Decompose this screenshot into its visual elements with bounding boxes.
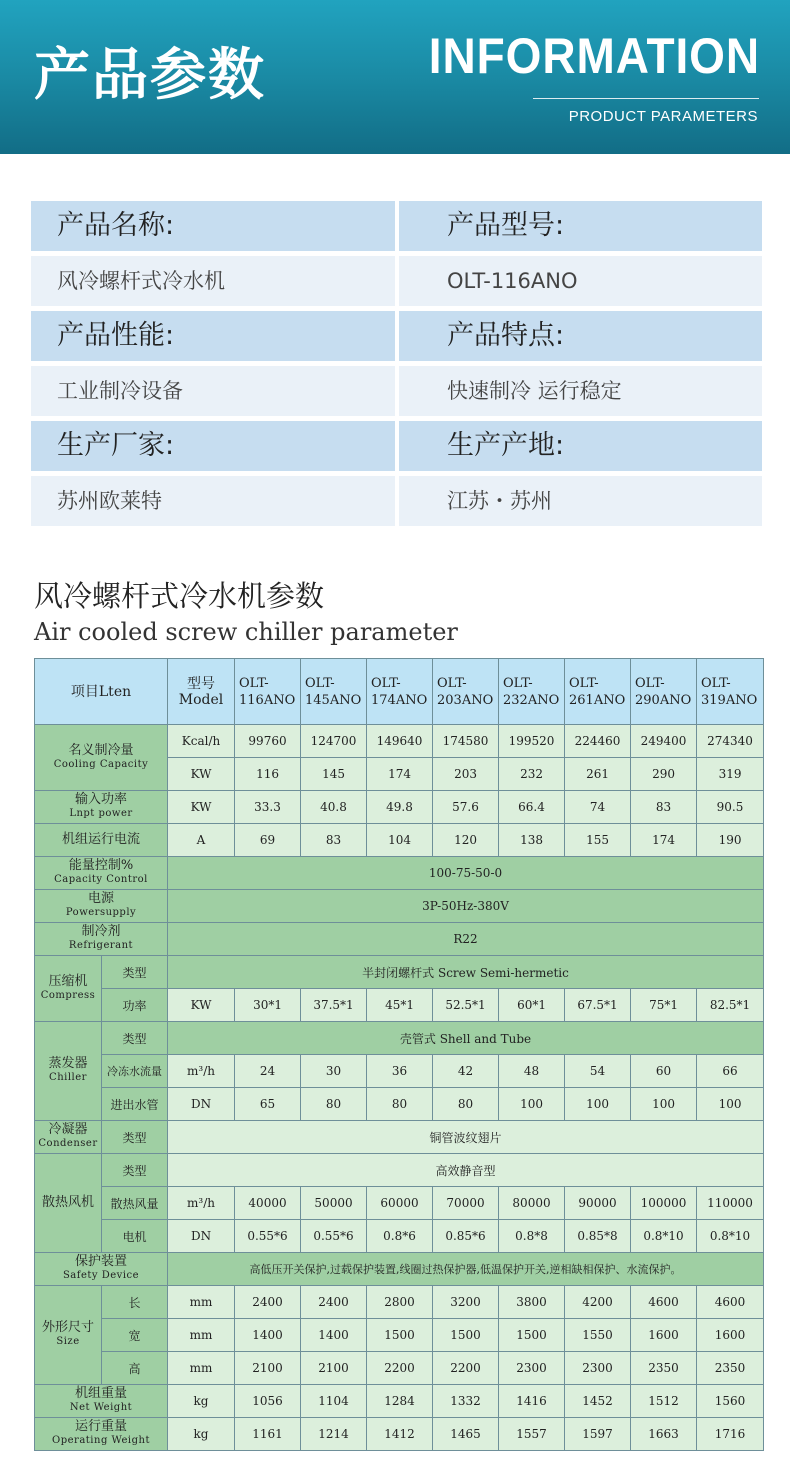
table-row	[35, 1187, 764, 1220]
model-header-en: Model	[178, 691, 224, 708]
value-cell: 2200	[367, 1352, 433, 1385]
value-cell: 100	[499, 1088, 565, 1121]
product-features-label: 产品特点:	[399, 311, 762, 361]
height-label: 高	[102, 1352, 168, 1385]
value-cell: 155	[565, 824, 631, 857]
compressor-type-value: 半封闭螺杆式 Screw Semi-hermetic	[168, 956, 764, 989]
unit-cell: m³/h	[168, 1055, 235, 1088]
capacity-control-value: 100-75-50-0	[168, 857, 764, 890]
product-name-label: 产品名称:	[31, 201, 395, 251]
value-cell: 80	[367, 1088, 433, 1121]
value-cell: 0.55*6	[301, 1220, 367, 1253]
value-cell: 0.8*6	[367, 1220, 433, 1253]
value-cell: 1500	[367, 1319, 433, 1352]
value-cell: 290	[631, 758, 697, 791]
motor-label: 电机	[102, 1220, 168, 1253]
unit-cell: KW	[168, 791, 235, 824]
model-cell: OLT- 174ANO	[367, 659, 433, 725]
value-cell: 124700	[301, 725, 367, 758]
value-cell: 0.85*8	[565, 1220, 631, 1253]
water-pipe-label: 进出水管	[102, 1088, 168, 1121]
fan-label: 散热风机	[35, 1154, 102, 1253]
value-cell: 174	[631, 824, 697, 857]
value-cell: 2200	[433, 1352, 499, 1385]
product-model-label: 产品型号:	[399, 201, 762, 251]
operating-weight-label: 运行重量 Operating Weight	[35, 1418, 168, 1451]
unit-cell: kg	[168, 1385, 235, 1418]
value-cell: 1104	[301, 1385, 367, 1418]
evaporator-type-value: 壳管式 Shell and Tube	[168, 1022, 764, 1055]
value-cell: 70000	[433, 1187, 499, 1220]
condenser-type-label: 类型	[102, 1121, 168, 1154]
table-row	[35, 890, 764, 923]
value-cell: 75*1	[631, 989, 697, 1022]
value-cell: 1214	[301, 1418, 367, 1451]
value-cell: 174	[367, 758, 433, 791]
table-row	[35, 1253, 764, 1286]
value-cell: 1452	[565, 1385, 631, 1418]
value-cell: 3800	[499, 1286, 565, 1319]
condenser-label: 冷凝器 Condenser	[35, 1121, 102, 1154]
value-cell: 45*1	[367, 989, 433, 1022]
value-cell: 2400	[235, 1286, 301, 1319]
table-row	[35, 1220, 764, 1253]
value-cell: 104	[367, 824, 433, 857]
compressor-label: 压缩机 Compress	[35, 956, 102, 1022]
product-features-value: 快速制冷 运行稳定	[399, 366, 762, 416]
value-cell: 60	[631, 1055, 697, 1088]
value-cell: 69	[235, 824, 301, 857]
compressor-type-label: 类型	[102, 956, 168, 989]
value-cell: 80000	[499, 1187, 565, 1220]
table-header-row	[35, 659, 764, 725]
cooling-capacity-label: 名义制冷量 Cooling Capacity	[35, 725, 168, 791]
product-performance-label: 产品性能:	[31, 311, 395, 361]
unit-cell: DN	[168, 1220, 235, 1253]
value-cell: 1400	[301, 1319, 367, 1352]
value-cell: 33.3	[235, 791, 301, 824]
value-cell: 0.55*6	[235, 1220, 301, 1253]
product-name-value: 风冷螺杆式冷水机	[31, 256, 395, 306]
value-cell: 2100	[235, 1352, 301, 1385]
value-cell: 100000	[631, 1187, 697, 1220]
value-cell: 60*1	[499, 989, 565, 1022]
manufacturer-value: 苏州欧莱特	[31, 476, 395, 526]
value-cell: 190	[697, 824, 764, 857]
running-current-label: 机组运行电流	[35, 824, 168, 857]
table-row	[35, 857, 764, 890]
value-cell: 319	[697, 758, 764, 791]
value-cell: 74	[565, 791, 631, 824]
product-performance-value: 工业制冷设备	[31, 366, 395, 416]
value-cell: 2300	[499, 1352, 565, 1385]
parameter-table	[34, 658, 764, 1451]
value-cell: 1716	[697, 1418, 764, 1451]
page-title-en: INFORMATION	[428, 28, 760, 84]
model-cell: OLT- 116ANO	[235, 659, 301, 725]
origin-label: 生产产地:	[399, 421, 762, 471]
value-cell: 66	[697, 1055, 764, 1088]
value-cell: 80	[301, 1088, 367, 1121]
value-cell: 37.5*1	[301, 989, 367, 1022]
input-power-label: 输入功率 Lnpt power	[35, 791, 168, 824]
table-row	[35, 989, 764, 1022]
value-cell: 232	[499, 758, 565, 791]
table-row	[35, 1154, 764, 1187]
value-cell: 199520	[499, 725, 565, 758]
value-cell: 274340	[697, 725, 764, 758]
table-row	[35, 1352, 764, 1385]
value-cell: 2350	[631, 1352, 697, 1385]
table-row	[35, 1121, 764, 1154]
item-header: 项目Lten	[35, 659, 168, 725]
value-cell: 3200	[433, 1286, 499, 1319]
unit-cell: KW	[168, 989, 235, 1022]
value-cell: 145	[301, 758, 367, 791]
unit-cell: mm	[168, 1319, 235, 1352]
page-subtitle-en: PRODUCT PARAMETERS	[568, 108, 758, 125]
info-label-row	[31, 311, 762, 366]
model-cell: OLT- 203ANO	[433, 659, 499, 725]
model-header-cn: 型号	[187, 675, 216, 692]
value-cell: 2100	[301, 1352, 367, 1385]
value-cell: 1560	[697, 1385, 764, 1418]
table-row	[35, 1055, 764, 1088]
evaporator-label: 蒸发器 Chiller	[35, 1022, 102, 1121]
value-cell: 1663	[631, 1418, 697, 1451]
value-cell: 1600	[697, 1319, 764, 1352]
table-row	[35, 824, 764, 857]
value-cell: 224460	[565, 725, 631, 758]
table-row	[35, 923, 764, 956]
value-cell: 0.8*8	[499, 1220, 565, 1253]
value-cell: 110000	[697, 1187, 764, 1220]
length-label: 长	[102, 1286, 168, 1319]
table-row	[35, 1286, 764, 1319]
product-model-value: OLT-116ANO	[399, 256, 762, 306]
origin-value: 江苏・苏州	[399, 476, 762, 526]
value-cell: 0.85*6	[433, 1220, 499, 1253]
header-divider	[533, 98, 759, 99]
table-row	[35, 1088, 764, 1121]
value-cell: 82.5*1	[697, 989, 764, 1022]
value-cell: 100	[631, 1088, 697, 1121]
value-cell: 120	[433, 824, 499, 857]
unit-cell: KW	[168, 758, 235, 791]
value-cell: 1056	[235, 1385, 301, 1418]
value-cell: 1557	[499, 1418, 565, 1451]
value-cell: 203	[433, 758, 499, 791]
manufacturer-label: 生产厂家:	[31, 421, 395, 471]
value-cell: 60000	[367, 1187, 433, 1220]
unit-cell: Kcal/h	[168, 725, 235, 758]
value-cell: 57.6	[433, 791, 499, 824]
table-row	[35, 1385, 764, 1418]
value-cell: 40000	[235, 1187, 301, 1220]
refrigerant-value: R22	[168, 923, 764, 956]
value-cell: 1332	[433, 1385, 499, 1418]
value-cell: 100	[697, 1088, 764, 1121]
value-cell: 2800	[367, 1286, 433, 1319]
value-cell: 249400	[631, 725, 697, 758]
model-cell: OLT- 145ANO	[301, 659, 367, 725]
unit-cell: mm	[168, 1352, 235, 1385]
power-supply-label: 电源 Powersupply	[35, 890, 168, 923]
value-cell: 1600	[631, 1319, 697, 1352]
model-cell: OLT- 319ANO	[697, 659, 764, 725]
evaporator-type-label: 类型	[102, 1022, 168, 1055]
table-row	[35, 725, 764, 758]
value-cell: 90000	[565, 1187, 631, 1220]
value-cell: 2400	[301, 1286, 367, 1319]
section-title: 风冷螺杆式冷水机参数	[34, 579, 325, 613]
value-cell: 83	[301, 824, 367, 857]
value-cell: 138	[499, 824, 565, 857]
safety-device-label: 保护装置 Safety Device	[35, 1253, 168, 1286]
header-banner	[0, 0, 790, 154]
power-supply-value: 3P-50Hz-380V	[168, 890, 764, 923]
value-cell: 1161	[235, 1418, 301, 1451]
value-cell: 42	[433, 1055, 499, 1088]
value-cell: 52.5*1	[433, 989, 499, 1022]
condenser-type-value: 铜管波纹翅片	[168, 1121, 764, 1154]
value-cell: 99760	[235, 725, 301, 758]
value-cell: 4600	[697, 1286, 764, 1319]
unit-cell: mm	[168, 1286, 235, 1319]
value-cell: 0.8*10	[697, 1220, 764, 1253]
table-row	[35, 791, 764, 824]
unit-cell: DN	[168, 1088, 235, 1121]
value-cell: 30	[301, 1055, 367, 1088]
fan-type-label: 类型	[102, 1154, 168, 1187]
value-cell: 1500	[433, 1319, 499, 1352]
value-cell: 1500	[499, 1319, 565, 1352]
fan-type-value: 高效静音型	[168, 1154, 764, 1187]
value-cell: 90.5	[697, 791, 764, 824]
info-label-row	[31, 201, 762, 256]
info-value-row	[31, 476, 762, 531]
width-label: 宽	[102, 1319, 168, 1352]
value-cell: 1512	[631, 1385, 697, 1418]
value-cell: 40.8	[301, 791, 367, 824]
product-info-grid	[31, 201, 762, 531]
model-cell: OLT- 290ANO	[631, 659, 697, 725]
value-cell: 83	[631, 791, 697, 824]
value-cell: 1550	[565, 1319, 631, 1352]
info-value-row	[31, 366, 762, 421]
net-weight-label: 机组重量 Net Weight	[35, 1385, 168, 1418]
page-title: 产品参数	[34, 43, 266, 108]
model-cell: OLT- 261ANO	[565, 659, 631, 725]
model-header	[168, 659, 235, 725]
value-cell: 1400	[235, 1319, 301, 1352]
size-label: 外形尺寸 Size	[35, 1286, 102, 1385]
value-cell: 1412	[367, 1418, 433, 1451]
value-cell: 2350	[697, 1352, 764, 1385]
info-value-row	[31, 256, 762, 311]
model-cell: OLT- 232ANO	[499, 659, 565, 725]
refrigerant-label: 制冷剂 Refrigerant	[35, 923, 168, 956]
air-volume-label: 散热风量	[102, 1187, 168, 1220]
section-title-en: Air cooled screw chiller parameter	[34, 618, 458, 646]
table-row	[35, 1022, 764, 1055]
safety-device-value: 高低压开关保护,过载保护装置,线圈过热保护器,低温保护开关,逆相缺相保护、水流保护。	[168, 1253, 764, 1286]
value-cell: 4200	[565, 1286, 631, 1319]
value-cell: 65	[235, 1088, 301, 1121]
value-cell: 49.8	[367, 791, 433, 824]
capacity-control-label: 能量控制% Capacity Control	[35, 857, 168, 890]
value-cell: 1416	[499, 1385, 565, 1418]
value-cell: 1284	[367, 1385, 433, 1418]
unit-cell: m³/h	[168, 1187, 235, 1220]
value-cell: 149640	[367, 725, 433, 758]
value-cell: 24	[235, 1055, 301, 1088]
value-cell: 67.5*1	[565, 989, 631, 1022]
info-label-row	[31, 421, 762, 476]
table-row	[35, 1319, 764, 1352]
value-cell: 261	[565, 758, 631, 791]
value-cell: 50000	[301, 1187, 367, 1220]
value-cell: 36	[367, 1055, 433, 1088]
value-cell: 4600	[631, 1286, 697, 1319]
value-cell: 54	[565, 1055, 631, 1088]
value-cell: 80	[433, 1088, 499, 1121]
value-cell: 116	[235, 758, 301, 791]
table-row	[35, 1418, 764, 1451]
table-row	[35, 956, 764, 989]
value-cell: 66.4	[499, 791, 565, 824]
unit-cell: A	[168, 824, 235, 857]
value-cell: 1597	[565, 1418, 631, 1451]
value-cell: 30*1	[235, 989, 301, 1022]
value-cell: 1465	[433, 1418, 499, 1451]
value-cell: 174580	[433, 725, 499, 758]
value-cell: 100	[565, 1088, 631, 1121]
value-cell: 48	[499, 1055, 565, 1088]
compressor-power-label: 功率	[102, 989, 168, 1022]
value-cell: 2300	[565, 1352, 631, 1385]
unit-cell: kg	[168, 1418, 235, 1451]
chilled-water-flow-label: 冷冻水流量	[102, 1055, 168, 1088]
value-cell: 0.8*10	[631, 1220, 697, 1253]
